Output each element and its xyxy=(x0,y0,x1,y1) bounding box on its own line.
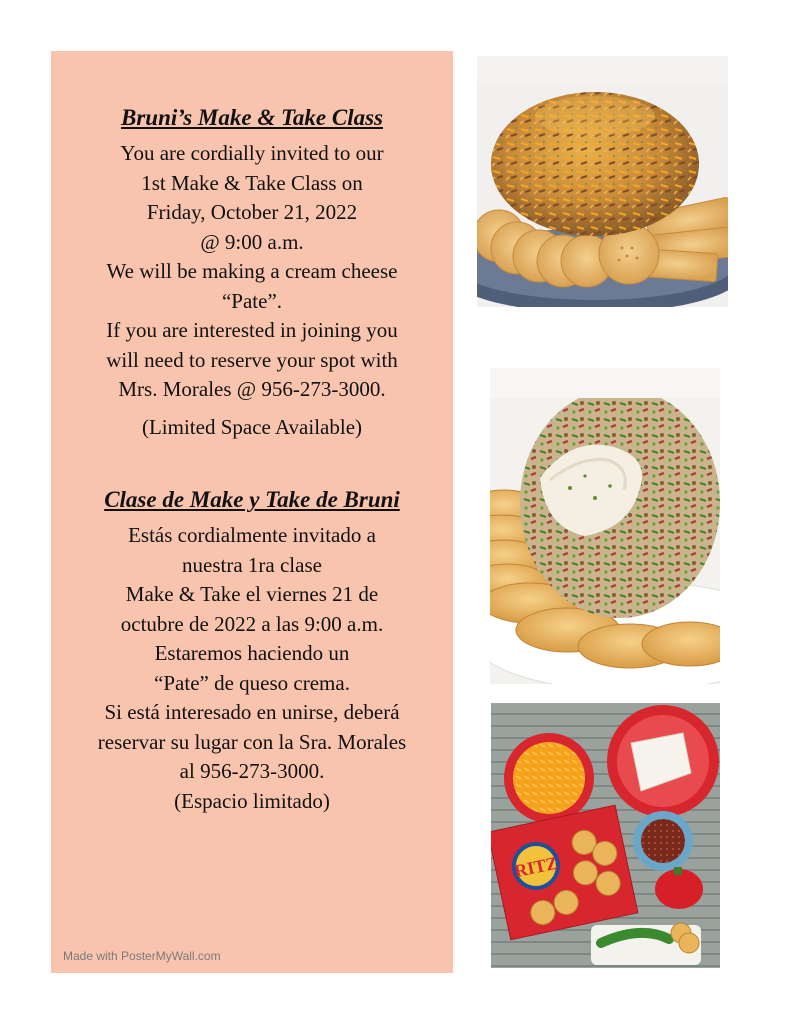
spanish-line: (Espacio limitado) xyxy=(174,788,330,813)
english-line: Mrs. Morales @ 956-273-3000. xyxy=(118,377,386,401)
english-section xyxy=(51,103,453,442)
ingredients-photo xyxy=(491,703,720,968)
english-heading: Bruni’s Make & Take Class xyxy=(121,105,383,130)
cheese-ball-herb-photo xyxy=(490,368,720,684)
english-note: (Limited Space Available) xyxy=(141,414,363,439)
spanish-line: reservar su lugar con la Sra. Morales xyxy=(97,729,407,754)
english-line: If you are interested in joining you xyxy=(106,318,398,342)
spanish-line: “Pate” de queso crema. xyxy=(154,670,350,695)
spanish-line: Si está interesado en unirse, deberá xyxy=(104,700,400,724)
spanish-heading: Clase de Make y Take de Bruni xyxy=(104,487,400,512)
spanish-line: al 956-273-3000. xyxy=(179,759,325,783)
cheese-ball-cheddar-photo xyxy=(477,56,728,307)
english-line: We will be making a cream cheese xyxy=(106,259,398,283)
english-line: 1st Make & Take Class on xyxy=(141,170,363,195)
flyer-panel xyxy=(51,51,453,973)
spanish-line: nuestra 1ra clase xyxy=(182,552,322,577)
english-line: @ 9:00 a.m. xyxy=(200,229,304,254)
ritz-box-text: RITZ xyxy=(512,852,560,882)
footer-credit: Made with PosterMyWall.com xyxy=(63,949,221,963)
english-line: You are cordially invited to our xyxy=(120,141,384,165)
spanish-line: Estás cordialmente invitado a xyxy=(128,523,376,547)
spanish-line: Make & Take el viernes 21 de xyxy=(125,582,379,606)
english-line: will need to reserve your spot with xyxy=(106,347,398,372)
spanish-line: octubre de 2022 a las 9:00 a.m. xyxy=(120,611,384,636)
english-line: Friday, October 21, 2022 xyxy=(146,200,358,224)
english-line: “Pate”. xyxy=(221,288,283,313)
spanish-line: Estaremos haciendo un xyxy=(154,641,350,665)
spanish-section xyxy=(51,485,453,816)
